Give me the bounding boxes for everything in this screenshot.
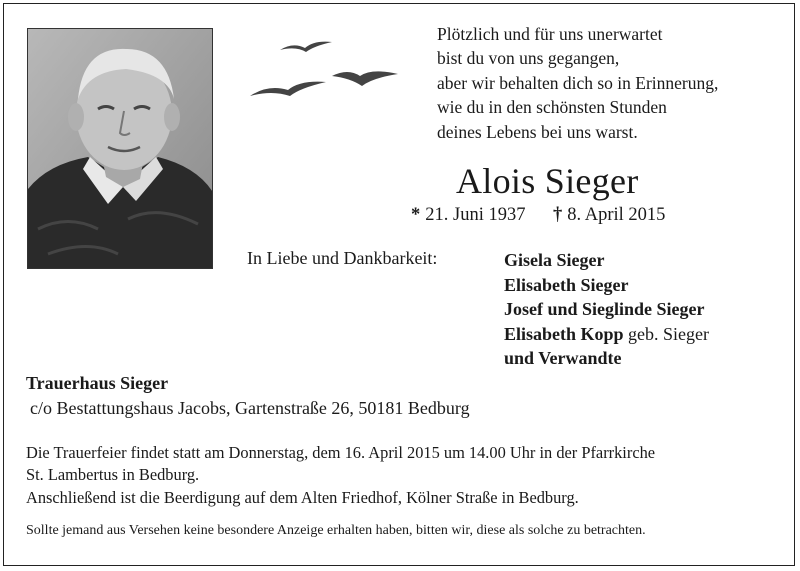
- mourners-list: [504, 248, 709, 371]
- footer-note: Sollte jemand aus Versehen keine besondere Anzeige erhalten haben, bitten wir, diese als solche zu betrachten.: [26, 523, 646, 538]
- mourner-entry: [504, 322, 709, 347]
- ceremony-line: Anschließend ist die Beerdigung auf dem Alten Friedhof, Kölner Straße in Bedburg.: [26, 487, 579, 507]
- mourner-name: und Verwandte: [504, 348, 622, 369]
- portrait-image: [28, 29, 213, 269]
- mourner-name: Gisela Sieger: [504, 250, 605, 270]
- ceremony-line: Die Trauerfeier findet statt am Donnerstag, dem 16. April 2015 um 14.00 Uhr in der Pfarrkirche: [26, 443, 656, 462]
- birds-illustration: [248, 38, 408, 108]
- poem-line: wie du in den schönsten Stunden: [437, 97, 667, 118]
- ceremony-line: St. Lambertus in Bedburg.: [26, 465, 200, 485]
- poem-line: Plötzlich und für uns unerwartet: [437, 24, 663, 44]
- death-symbol: †: [553, 205, 563, 225]
- mourner-name: Elisabeth Sieger: [504, 274, 629, 295]
- mourner-name: Elisabeth Kopp: [504, 323, 624, 344]
- deceased-name: Alois Sieger: [456, 161, 639, 201]
- poem-line: aber wir behalten dich so in Erinnerung,: [437, 72, 719, 93]
- portrait-photo: [27, 28, 213, 269]
- birth-date-text: 21. Juni 1937: [425, 205, 526, 225]
- thanks-label: In Liebe und Dankbarkeit:: [247, 248, 438, 268]
- poem-line: deines Lebens bei uns warst.: [437, 121, 638, 142]
- mourner-suffix: geb. Sieger: [623, 323, 710, 344]
- house-title: Trauerhaus Sieger: [26, 373, 169, 393]
- house-address: c/o Bestattungshaus Jacobs, Gartenstraße 26, 50181 Bedburg: [30, 398, 470, 418]
- poem-line: bist du von uns gegangen,: [437, 48, 620, 69]
- birth-date: [411, 205, 525, 226]
- poem: [437, 22, 718, 144]
- death-date: [553, 205, 665, 226]
- birth-symbol: *: [411, 205, 421, 225]
- mourner-name: Josef und Sieglinde Sieger: [504, 299, 705, 320]
- death-date-text: 8. April 2015: [567, 205, 666, 225]
- ceremony-info: [26, 442, 655, 509]
